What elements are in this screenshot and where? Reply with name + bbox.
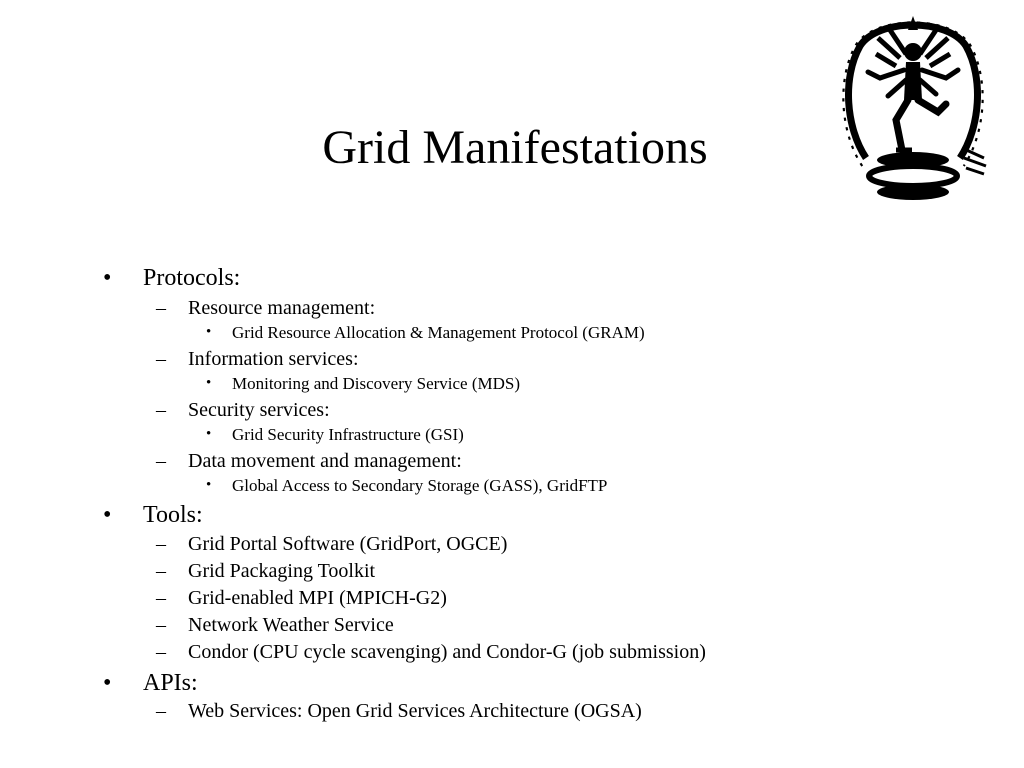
slide-title: Grid Manifestations	[322, 121, 708, 174]
bullet-marker-level2: –	[156, 560, 166, 582]
bullet-marker-level2: –	[156, 533, 166, 555]
bullet-marker-level3: •	[206, 375, 212, 391]
bullet-marker-level3: •	[206, 426, 212, 442]
bullet-item-level2: Data movement and management:	[188, 450, 462, 472]
bullet-item-level2: Web Services: Open Grid Services Architecture (OGSA)	[188, 700, 642, 722]
bullet-marker-level1: •	[103, 265, 112, 291]
bullet-marker-level3: •	[206, 477, 212, 493]
bullet-item-level2: Grid Packaging Toolkit	[188, 560, 376, 582]
bullet-marker-level2: –	[156, 450, 166, 472]
bullet-marker-level2: –	[156, 641, 166, 663]
bullet-item-level3: Global Access to Secondary Storage (GASS), GridFTP	[232, 476, 608, 495]
bullet-item-level2: Resource management:	[188, 297, 376, 319]
bullet-item-level2: Security services:	[188, 399, 330, 421]
bullet-marker-level2: –	[156, 399, 166, 421]
bullet-marker-level2: –	[156, 348, 166, 370]
bullet-marker-level1: •	[103, 502, 112, 528]
bullet-marker-level2: –	[156, 614, 166, 636]
bullet-item-level3: Grid Security Infrastructure (GSI)	[232, 425, 464, 444]
bullet-marker-level2: –	[156, 587, 166, 609]
bullet-marker-level2: –	[156, 297, 166, 319]
bullet-item-level3: Grid Resource Allocation & Management Protocol (GRAM)	[232, 323, 645, 342]
bullet-marker-level2: –	[156, 700, 166, 722]
bullet-item-level1: Protocols:	[143, 265, 241, 291]
bullet-item-level2: Grid-enabled MPI (MPICH-G2)	[188, 587, 447, 609]
bullet-item-level1: Tools:	[143, 502, 203, 528]
bullet-item-level3: Monitoring and Discovery Service (MDS)	[232, 374, 521, 393]
bullet-item-level2: Grid Portal Software (GridPort, OGCE)	[188, 533, 508, 555]
bullet-marker-level3: •	[206, 324, 212, 340]
bullet-item-level1: APIs:	[143, 670, 198, 696]
bullet-item-level2: Condor (CPU cycle scavenging) and Condor-G (job submission)	[188, 641, 706, 663]
bullet-item-level2: Information services:	[188, 348, 359, 370]
bullet-marker-level1: •	[103, 670, 112, 696]
bullet-item-level2: Network Weather Service	[188, 614, 394, 636]
